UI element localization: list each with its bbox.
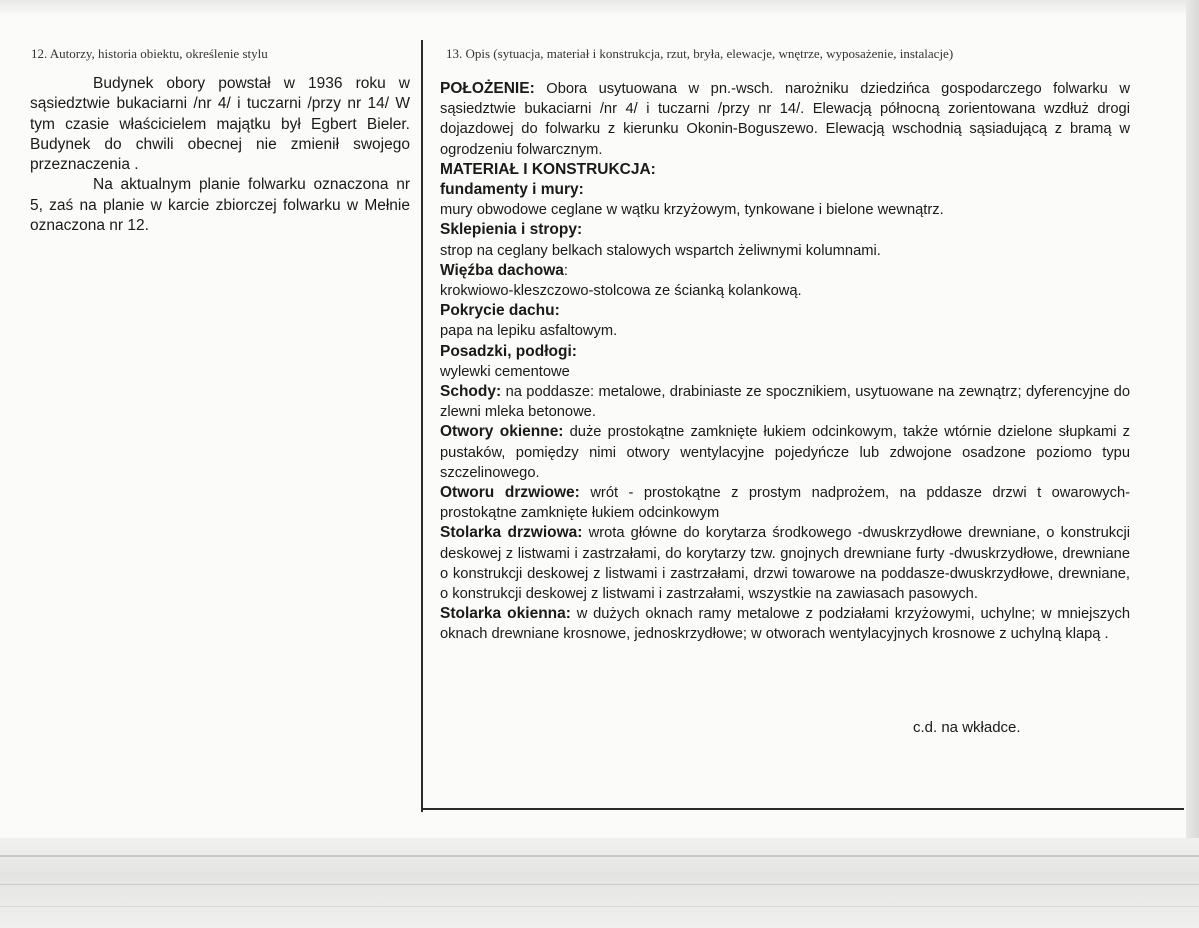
schody-label: Schody:: [440, 383, 502, 401]
scan-right-edge: [1186, 0, 1199, 928]
section-13-header: 13. Opis (sytuacja, materiał i konstrukcja, rzut, bryła, elewacje, wnętrze, wyposażenie, instalacje): [446, 46, 954, 61]
fold-line: [0, 906, 1199, 907]
posadzki-label: Posadzki, podłogi:: [440, 342, 577, 360]
posadzki-text: wylewki cementowe: [440, 363, 570, 380]
schody-block: [440, 382, 1130, 422]
drzwiowe-label: Otworu drzwiowe:: [440, 484, 580, 502]
section-12-header: 12. Autorzy, historia obiektu, określenie stylu: [31, 46, 268, 61]
fold-line: [0, 855, 1199, 857]
wiezba-label: Więźba dachowa: [440, 261, 564, 279]
pokrycie-label: Pokrycie dachu:: [440, 302, 560, 320]
section-13-body: [440, 79, 1130, 645]
stolarka-okienna-text: w dużych oknach ramy metalowe z podziałami krzyżowymi, uchylne; w mniejszych oknach drewniane krosnowe, jednoskrzydłowe; w otworach wentylacyjnych krosnowe z uchylną klapą .: [440, 606, 1130, 643]
wiezba-text: krokwiowo-kleszczowo-stolcowa ze ścianką kolankową.: [440, 283, 802, 300]
wiezba-colon: :: [563, 262, 568, 279]
scan-top-edge: [0, 0, 1199, 16]
plan-paragraph: Na aktualnym planie folwarku oznaczona nr 5, zaś na planie w karcie zbiorczej folwarku w Mełnie oznaczona nr 12.: [30, 176, 410, 235]
stolarka-drzwiowa-text: wrota główne do korytarza środkowego -dwuskrzydłowe drewniane, o konstrukcji deskowej z listwami i zastrzałami, do korytarzy tzw. gnojnych drewniane furty -dwuskrzydłowe, drewniane o konstrukcji deskowej z listwami i zastrzałami, drzwi towarowe na poddasze-dwuskrzydłowe, drewniane, o konstrukcji deskowej z listwami i zastrzałami, wszystkie na zawiasach pasowych.: [440, 525, 1130, 603]
column-divider: [421, 40, 423, 812]
sklepienia-label: Sklepienia i stropy:: [440, 221, 583, 239]
sklepienia-text: strop na ceglany belkach stalowych wspartch żeliwnymi kolumnami.: [440, 242, 881, 259]
continuation-note: c.d. na wkładce.: [913, 719, 1021, 736]
drzwiowe-text: wrót - prostokątne z prostym nadprożem, na pddasze drzwi t owarowych- prostokątne zamknięte łukiem odcinkowym: [440, 485, 1131, 522]
history-paragraph: Budynek obory powstał w 1936 roku w sąsiedztwie bukaciarni /nr 4/ i tuczarni /przy nr 14/ W tym czasie właścicielem majątku był Egbert Bieler. Budynek do chwili obecnej nie zmienił swojego przeznaczenia .: [30, 75, 410, 174]
okienne-text: duże prostokątne zamknięte łukiem odcinkowym, także wtórnie dzielone słupkami z pustaków, pomiędzy nimi otwory wentylacyjne pojedyńcze lub zdwojone osadzone poziomo typu szczelinowego.: [440, 424, 1131, 481]
polozenie-block: [440, 79, 1130, 160]
schody-text: na poddasze: metalowe, drabiniaste ze spocznikiem, usytuowane na zewnątrz; dyferencyjne do zlewni mleka betonowe.: [440, 384, 1130, 421]
wiezba-heading: [440, 261, 1130, 281]
stolarka-okienna-block: [440, 604, 1130, 644]
section-bottom-rule: [421, 808, 1184, 810]
stolarka-drzwiowa-block: [440, 523, 1130, 604]
material-heading: MATERIAŁ I KONSTRUKCJA:: [440, 160, 656, 178]
fundamenty-label: fundamenty i mury:: [440, 181, 584, 199]
scan-bottom-fold: [0, 838, 1199, 928]
okienne-label: Otwory okienne:: [440, 423, 564, 441]
polozenie-text: Obora usytuowana w pn.-wsch. narożniku dziedzińca gospodarczego folwarku w sąsiedztwie bukaciarni /nr 4/ i tuczarni /przy nr 14/. Elewacją północną zorientowana wzdłuż drogi dojazdowej do folwarku z kierunku Okonin-Boguszewo. Elewacją wschodnią sąsiadującą z bramą w ogrodzeniu folwarcznym.: [440, 81, 1130, 158]
okienne-block: [440, 422, 1130, 483]
stolarka-drzwiowa-label: Stolarka drzwiowa:: [440, 524, 583, 542]
fold-line: [0, 884, 1199, 885]
pokrycie-text: papa na lepiku asfaltowym.: [440, 323, 618, 340]
fundamenty-text: mury obwodowe ceglane w wątku krzyżowym, tynkowane i bielone wewnątrz.: [440, 202, 944, 219]
polozenie-label: POŁOŻENIE:: [440, 80, 535, 97]
drzwiowe-block: [440, 483, 1130, 523]
section-12-body: [30, 74, 410, 236]
stolarka-okienna-label: Stolarka okienna:: [440, 605, 571, 623]
